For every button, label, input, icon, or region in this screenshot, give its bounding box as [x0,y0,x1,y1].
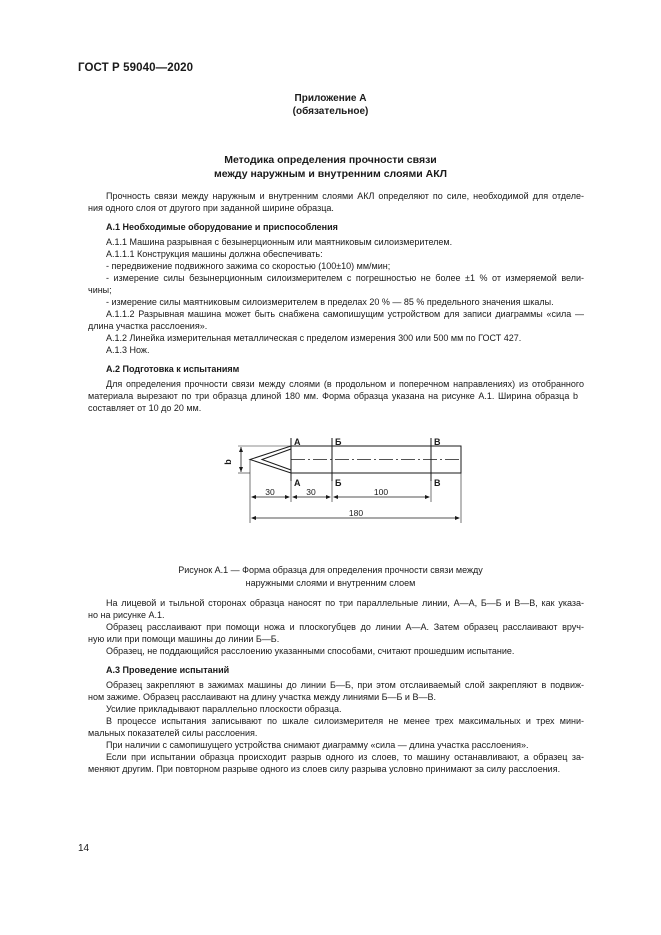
paragraph-line: составляет от 10 до 20 мм. [88,403,202,413]
label-b-top: Б [335,437,342,447]
paragraph-line: меняют другим. При повторном разрыве одного из слоев силу разрыва условно принимают за силу расслоения. [88,764,561,774]
paragraph-line: ном зажиме. Образец расслаивают на длину участка между линиями Б—Б и В—В. [88,692,436,702]
section-a2-heading: А.2 Подготовка к испытаниям [106,364,240,374]
list-item: - передвижение подвижного зажима со скоростью (100±10) мм/мин; [106,261,391,271]
paragraph-line: На лицевой и тыльной сторонах образца наносят по три параллельные линии, А—А, Б—Б и В—В, как указа- [106,598,584,608]
paragraph-line: А.1.1.2 Разрывная машина может быть снабжена самопишущим устройством для записи диаграммы «сила — [106,309,584,319]
paragraph-line: А.1.2 Линейка измерительная металлическая с пределом измерения 300 или 500 мм по ГОСТ 427. [106,333,522,343]
section-a3-heading: А.3 Проведение испытаний [106,665,230,675]
paragraph-line: длина участка расслоения». [88,321,208,331]
paragraph-line: При наличии с самопишущего устройства снимают диаграмму «сила — длина участка расслоения». [106,740,529,750]
paragraph-line: ную или при помощи машины до линии Б—Б. [88,634,280,644]
paragraph-line: А.1.1.1 Конструкция машины должна обеспечивать: [106,249,323,259]
paragraph-line: А.1.3 Нож. [106,345,150,355]
paragraph-line: Образец закрепляют в зажимах машины до линии Б—Б, при этом отслаиваемый слой закрепляют в подвиж- [106,680,584,690]
method-title-line-2: между наружным и внутренним слоями АКЛ [214,168,447,180]
page-number: 14 [78,843,90,854]
paragraph-line: но на рисунке А.1. [88,610,165,620]
dim-value-3: 100 [373,487,389,497]
dim-value-2: 30 [306,487,316,497]
paragraph-line: А.1.1 Машина разрывная с безынерционным или маятниковым силоизмерителем. [106,237,453,247]
specimen-notch [262,449,291,470]
paragraph-line: Образец расслаивают при помощи ножа и плоскогубцев до линии А—А. Затем образец расслаивают вруч- [106,622,584,632]
paragraph-line: Усилие прикладывают параллельно плоскости образца. [106,704,342,714]
paragraph-line: мальных показателей силы расслоения. [88,728,258,738]
label-b-bottom: Б [335,478,342,488]
dim-value-total: 180 [348,508,364,518]
figure-caption [0,564,661,590]
list-item: - измерение силы безынерционным силоизмерителем с погрешностью не более ±1 % от измеряемой вели- [106,273,584,283]
annex-label: Приложение А [294,93,367,104]
intro-line: Прочность связи между наружным и внутренним слоями АКЛ определяют по силе, необходимой для отделе- [106,191,584,201]
paragraph-line: Если при испытании образца происходит разрыв одного из слоев, то машину останавливают, а образец за- [106,752,584,762]
list-item-continuation: чины; [88,285,112,295]
method-title [0,153,661,181]
method-title-line-1: Методика определения прочности связи [224,154,437,166]
dim-value-1: 30 [265,487,275,497]
label-a-top: А [294,437,301,447]
paragraph-line: Для определения прочности связи между слоями (в продольном и поперечном направлениях) из отобранного [106,379,584,389]
paragraph-line: Образец, не поддающийся расслоению указанными способами, считают прошедшим испытание. [106,646,515,656]
annex-title [0,92,661,118]
label-v-top: В [434,437,441,447]
section-a1-heading: А.1 Необходимые оборудование и приспособления [106,222,338,232]
list-item: - измерение силы маятниковым силоизмерителем в пределах 20 % — 85 % предельного значения шкалы. [106,297,554,307]
figure-caption-line-2: наружными слоями и внутренним слоем [245,578,416,588]
annex-status: (обязательное) [292,106,369,117]
paragraph-line: материала вырезают по три образца длиной 180 мм. Форма образца указана на рисунке А.1. Ширина образца b [88,391,578,401]
standard-code: ГОСТ Р 59040—2020 [78,62,194,74]
label-a-bottom: А [294,478,301,488]
paragraph-line: В процессе испытания записывают по шкале силоизмерителя не менее трех максимальных и трех мини- [106,716,584,726]
label-width: b [223,459,233,465]
figure-caption-line-1: Рисунок А.1 — Форма образца для определения прочности связи между [178,565,483,575]
label-v-bottom: В [434,478,441,488]
intro-line: ния одного слоя от другого при заданной ширине образца. [88,203,334,213]
specimen-figure [0,425,661,535]
